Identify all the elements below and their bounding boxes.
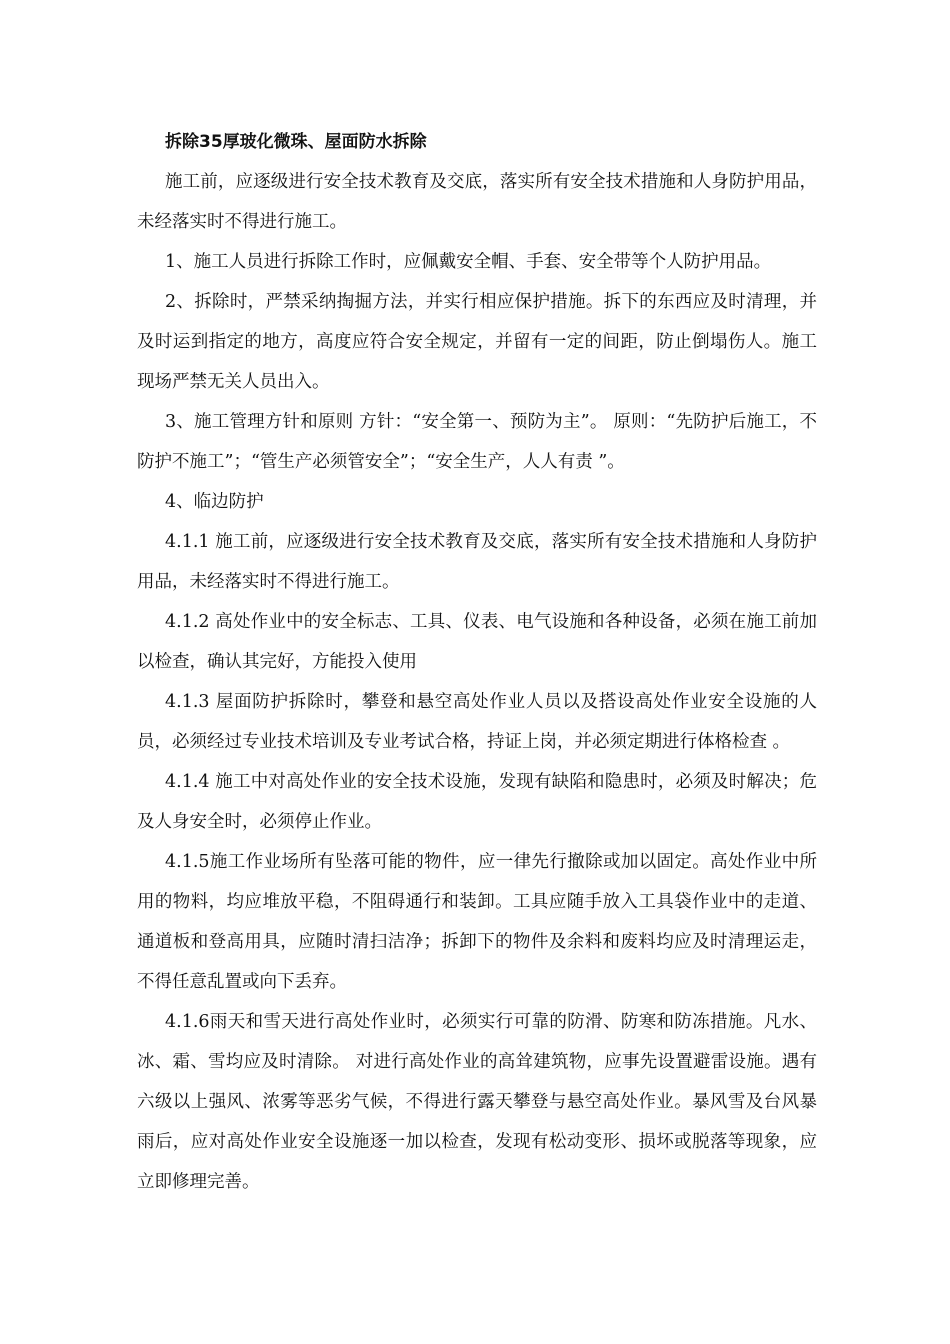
paragraph-4-1-1: 4.1.1 施工前，应逐级进行安全技术教育及交底，落实所有安全技术措施和人身防护用品，未经落实时不得进行施工。 (137, 532, 817, 592)
paragraph-4-1-4: 4.1.4 施工中对高处作业的安全技术设施，发现有缺陷和隐患时，必须及时解决；危及人身安全时，必须停止作业。 (137, 772, 817, 832)
paragraph-4-1-5: 4.1.5施工作业场所有坠落可能的物件，应一律先行撤除或加以固定。高处作业中所用的物料，均应堆放平稳，不阻碍通行和装卸。工具应随手放入工具袋作业中的走道、通道板和登高用具，应随时清扫洁净；拆卸下的物件及余料和废料均应及时清理运走，不得任意乱置或向下丢弃。 (137, 852, 817, 992)
document-title: 拆除35厚玻化微珠、屋面防水拆除 (165, 132, 427, 152)
document-body (137, 122, 817, 1202)
paragraph-1-protective-gear: 1、施工人员进行拆除工作时，应佩戴安全帽、手套、安全带等个人防护用品。 (165, 252, 772, 272)
paragraph-3-policy: 3、施工管理方针和原则 方针：“安全第一、预防为主”。 原则：“先防护后施工，不防护不施工”；“管生产必须管安全”；“安全生产，人人有责 ”。 (137, 412, 817, 472)
paragraph-intro: 施工前，应逐级进行安全技术教育及交底，落实所有安全技术措施和人身防护用品，未经落实时不得进行施工。 (137, 172, 817, 232)
paragraph-4-1-2: 4.1.2 高处作业中的安全标志、工具、仪表、电气设施和各种设备，必须在施工前加以检查，确认其完好，方能投入使用 (137, 612, 817, 672)
paragraph-4-1-6: 4.1.6雨天和雪天进行高处作业时，必须实行可靠的防滑、防寒和防冻措施。凡水、冰、霜、雪均应及时清除。 对进行高处作业的高耸建筑物，应事先设置避雷设施。遇有六级以上强风、浓雾等恶劣气候，不得进行露天攀登与悬空高处作业。暴风雪及台风暴雨后，应对高处作业安全设施逐一加以检查，发现有松动变形、损坏或脱落等现象，应立即修理完善。 (137, 1012, 817, 1192)
paragraph-2-demolition: 2、拆除时，严禁采纳掏掘方法，并实行相应保护措施。拆下的东西应及时清理，并及时运到指定的地方，高度应符合安全规定，并留有一定的间距，防止倒塌伤人。施工现场严禁无关人员出入。 (137, 292, 817, 392)
paragraph-4-1-3: 4.1.3 屋面防护拆除时，攀登和悬空高处作业人员以及搭设高处作业安全设施的人员，必须经过专业技术培训及专业考试合格，持证上岗，并必须定期进行体格检查 。 (137, 692, 817, 752)
paragraph-4-edge-protection-heading: 4、临边防护 (165, 492, 264, 512)
